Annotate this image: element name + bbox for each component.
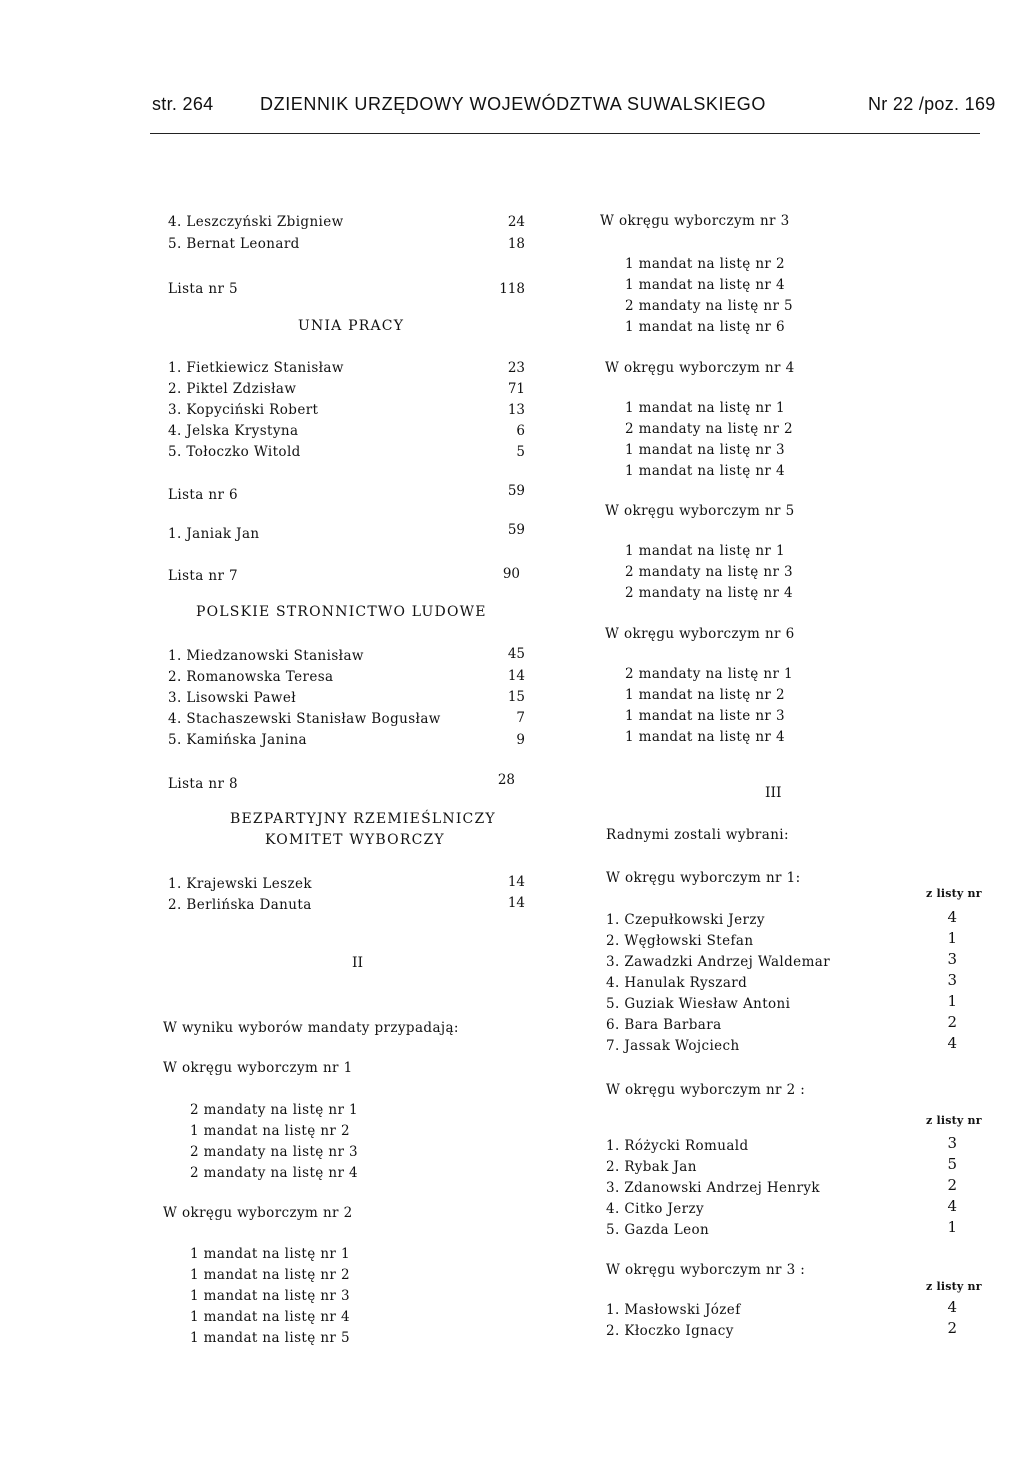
mandate-item: 1 mandat na listę nr 2 [625,256,785,272]
candidate-votes: 13 [507,402,525,418]
section-intro: Radnymi zostali wybrani: [606,827,789,843]
candidate-votes: 14 [507,895,525,911]
candidate-name: 1. Krajewski Leszek [168,876,312,892]
elected-name: 1. Czepułkowski Jerzy [606,912,765,928]
mandate-item: 2 mandaty na listę nr 4 [625,585,793,601]
list-column-header: z listy nr [926,887,982,900]
mandate-item: 2 mandaty na listę nr 3 [190,1144,358,1160]
elected-name: 7. Jassak Wojciech [606,1038,740,1054]
elected-name: 3. Zdanowski Andrzej Henryk [606,1180,820,1196]
elected-name: 2. Kłoczko Ignacy [606,1323,734,1339]
section-numeral: II [352,955,364,971]
mandate-item: 1 mandat na listę nr 4 [190,1309,350,1325]
mandate-item: 1 mandat na listę nr 5 [190,1330,350,1346]
list-total: 59 [507,483,525,499]
list-total: 90 [502,566,520,582]
candidate-name: 2. Berlińska Danuta [168,897,312,913]
elected-name: 6. Bara Barbara [606,1017,722,1033]
section-intro: W wyniku wyborów mandaty przypadają: [163,1020,459,1036]
candidate-name: 5. Tołoczko Witold [168,444,301,460]
header-rule [150,133,980,134]
candidate-votes: 59 [507,522,525,538]
candidate-name: 4. Stachaszewski Stanisław Bogusław [168,711,441,727]
candidate-votes: 7 [516,710,525,726]
mandate-item: 1 mandat na listę nr 1 [190,1246,350,1262]
party-name: UNIA PRACY [298,318,405,334]
elected-name: 4. Citko Jerzy [606,1201,705,1217]
section-numeral: III [765,785,782,801]
candidate-name: 5. Kamińska Janina [168,732,307,748]
party-name: POLSKIE STRONNICTWO LUDOWE [196,604,487,620]
elected-name: 4. Hanulak Ryszard [606,975,748,991]
candidate-name: 2. Romanowska Teresa [168,669,334,685]
mandate-item: 1 mandat na listę nr 4 [625,729,785,745]
elected-name: 1. Różycki Romuald [606,1138,749,1154]
candidate-votes: 15 [507,689,525,705]
district-title: W okręgu wyborczym nr 6 [605,626,795,642]
district-title: W okręgu wyborczym nr 3 [600,213,790,229]
mandate-item: 1 mandat na listę nr 2 [625,687,785,703]
mandate-item: 1 mandat na listę nr 3 [190,1288,350,1304]
elected-list: 3 [947,1134,957,1152]
elected-name: 1. Masłowski Józef [606,1302,741,1318]
candidate-votes: 14 [507,668,525,684]
candidate-votes: 5 [516,444,525,460]
district-title: W okręgu wyborczym nr 2 : [606,1082,806,1098]
list-label: Lista nr 6 [168,487,239,503]
mandate-item: 1 mandat na listę nr 2 [190,1267,350,1283]
elected-list: 2 [947,1176,957,1194]
elected-list: 3 [947,950,957,968]
list-label: Lista nr 5 [168,281,239,297]
list-column-header: z listy nr [926,1280,982,1293]
elected-name: 3. Zawadzki Andrzej Waldemar [606,954,831,970]
elected-list: 1 [947,929,957,947]
mandate-item: 1 mandat na listę nr 3 [625,442,785,458]
district-title: W okręgu wyborczym nr 1 [163,1060,353,1076]
elected-list: 4 [947,1298,957,1316]
elected-list: 4 [947,1197,957,1215]
district-title: W okręgu wyborczym nr 3 : [606,1262,806,1278]
elected-list: 1 [947,1218,957,1236]
list-column-header: z listy nr [926,1114,982,1127]
page-number: str. 264 [152,94,214,114]
candidate-name: 5. Bernat Leonard [168,236,300,252]
party-name: KOMITET WYBORCZY [265,832,445,848]
candidate-name: 1. Miedzanowski Stanisław [168,648,364,664]
candidate-name: 1. Janiak Jan [168,526,260,542]
district-title: W okręgu wyborczym nr 1: [606,870,801,886]
candidate-votes: 24 [507,214,525,230]
elected-list: 4 [947,1034,957,1052]
elected-name: 2. Rybak Jan [606,1159,697,1175]
candidate-votes: 45 [507,646,525,662]
list-label: Lista nr 8 [168,776,239,792]
elected-name: 2. Węgłowski Stefan [606,933,754,949]
elected-list: 5 [947,1155,957,1173]
mandate-item: 2 mandaty na listę nr 1 [190,1102,358,1118]
elected-list: 4 [947,908,957,926]
district-title: W okręgu wyborczym nr 5 [605,503,795,519]
mandate-item: 1 mandat na liste nr 3 [625,708,785,724]
candidate-votes: 6 [516,423,525,439]
elected-list: 2 [947,1013,957,1031]
mandate-item: 1 mandat na listę nr 4 [625,277,785,293]
elected-name: 5. Gazda Leon [606,1222,710,1238]
candidate-name: 1. Fietkiewicz Stanisław [168,360,344,376]
mandate-item: 2 mandaty na listę nr 1 [625,666,793,682]
party-name: BEZPARTYJNY RZEMIEŚLNICZY [230,811,496,827]
elected-name: 5. Guziak Wiesław Antoni [606,996,791,1012]
journal-title: DZIENNIK URZĘDOWY WOJEWÓDZTWA SUWALSKIEGO [260,94,766,114]
mandate-item: 1 mandat na listę nr 1 [625,400,785,416]
candidate-name: 3. Kopyciński Robert [168,402,319,418]
mandate-item: 1 mandat na listę nr 6 [625,319,785,335]
candidate-votes: 23 [507,360,525,376]
candidate-name: 4. Jelska Krystyna [168,423,299,439]
district-title: W okręgu wyborczym nr 2 [163,1205,353,1221]
mandate-item: 2 mandaty na listę nr 5 [625,298,793,314]
mandate-item: 2 mandaty na listę nr 4 [190,1165,358,1181]
candidate-name: 2. Piktel Zdzisław [168,381,297,397]
list-total: 118 [499,281,525,297]
candidate-votes: 71 [507,381,525,397]
issue-reference: Nr 22 /poz. 169 [868,94,996,114]
mandate-item: 2 mandaty na listę nr 3 [625,564,793,580]
mandate-item: 1 mandat na listę nr 1 [625,543,785,559]
district-title: W okręgu wyborczym nr 4 [605,360,795,376]
list-label: Lista nr 7 [168,568,239,584]
candidate-name: 4. Leszczyński Zbigniew [168,214,344,230]
mandate-item: 1 mandat na listę nr 2 [190,1123,350,1139]
candidate-votes: 9 [516,732,525,748]
elected-list: 2 [947,1319,957,1337]
elected-list: 1 [947,992,957,1010]
candidate-votes: 14 [507,874,525,890]
mandate-item: 2 mandaty na listę nr 2 [625,421,793,437]
candidate-name: 3. Lisowski Paweł [168,690,297,706]
elected-list: 3 [947,971,957,989]
candidate-votes: 18 [507,236,525,252]
mandate-item: 1 mandat na listę nr 4 [625,463,785,479]
list-total: 28 [497,772,515,788]
